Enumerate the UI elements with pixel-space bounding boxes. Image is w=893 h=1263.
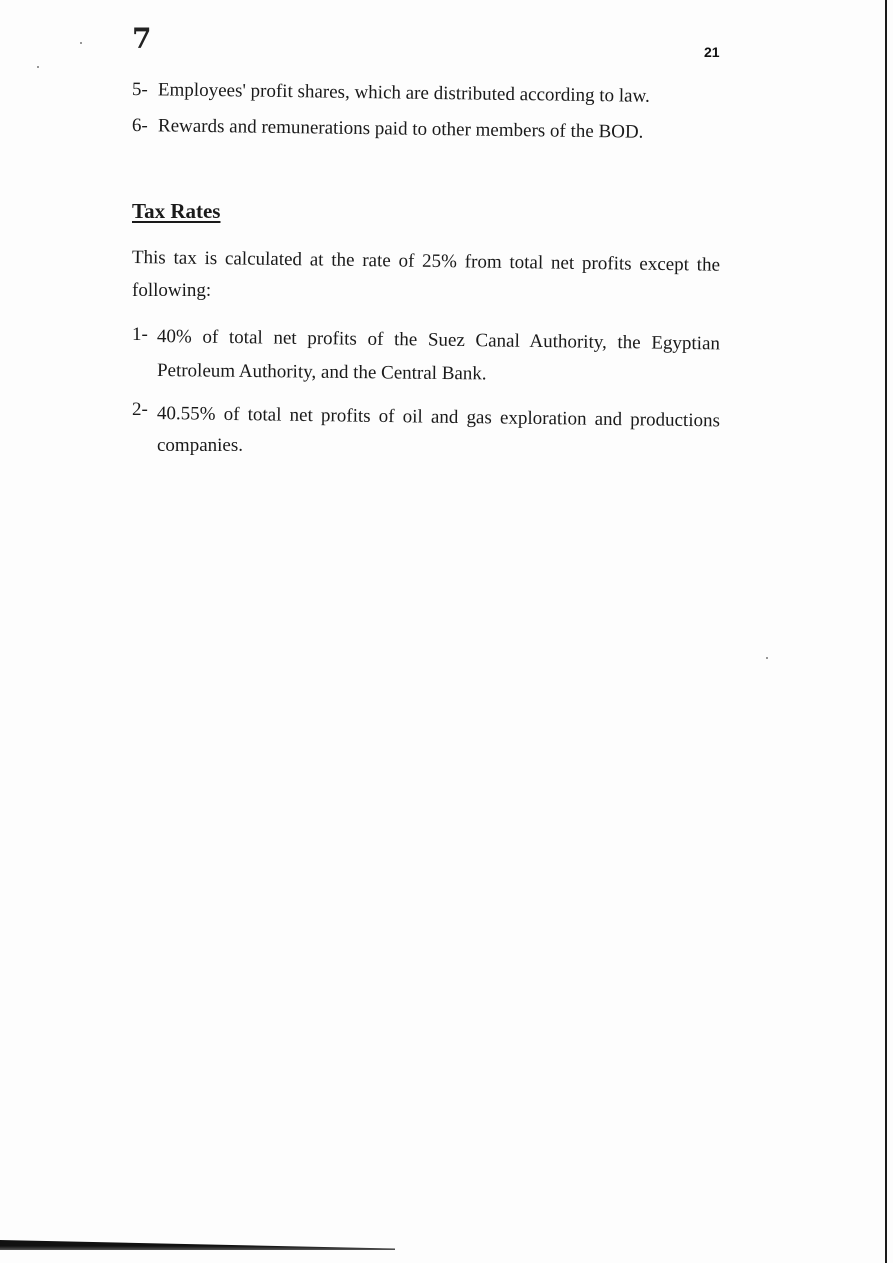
tax-rate-item-1-line1: 40% of total net profits of the Suez Canal Authority, the Egyptian bbox=[156, 326, 721, 355]
intro-line-1: This tax is calculated at the rate of 25% from total net profits except the bbox=[131, 247, 721, 276]
tax-rate-item-2-line2: companies. bbox=[157, 435, 244, 456]
list-item-5 bbox=[132, 80, 650, 106]
scan-speck bbox=[80, 42, 82, 44]
tax-rate-item-1-number: 1- bbox=[132, 324, 148, 345]
scan-edge-shadow bbox=[885, 0, 887, 1263]
section-heading: Tax Rates bbox=[132, 199, 221, 223]
list-item-text: Rewards and remunerations paid to other members of the BOD. bbox=[157, 115, 644, 143]
list-item-number: 6- bbox=[131, 115, 148, 137]
tax-rate-item-2-number: 2- bbox=[132, 399, 148, 420]
list-item-number: 5- bbox=[131, 79, 148, 101]
page-number: 21 bbox=[704, 44, 720, 60]
scan-speck bbox=[37, 66, 39, 68]
tax-rate-item-2-line1: 40.55% of total net profits of oil and gas exploration and productions bbox=[156, 403, 721, 432]
handwritten-mark: 7 bbox=[132, 22, 152, 55]
scan-speck bbox=[766, 657, 768, 659]
intro-line-2: following: bbox=[132, 280, 212, 301]
list-item-text: Employees' profit shares, which are distributed according to law. bbox=[157, 79, 650, 107]
tax-rate-item-1-line2: Petroleum Authority, and the Central Bank. bbox=[156, 360, 487, 385]
list-item-6 bbox=[132, 116, 644, 142]
scan-bottom-shadow bbox=[0, 1240, 395, 1250]
